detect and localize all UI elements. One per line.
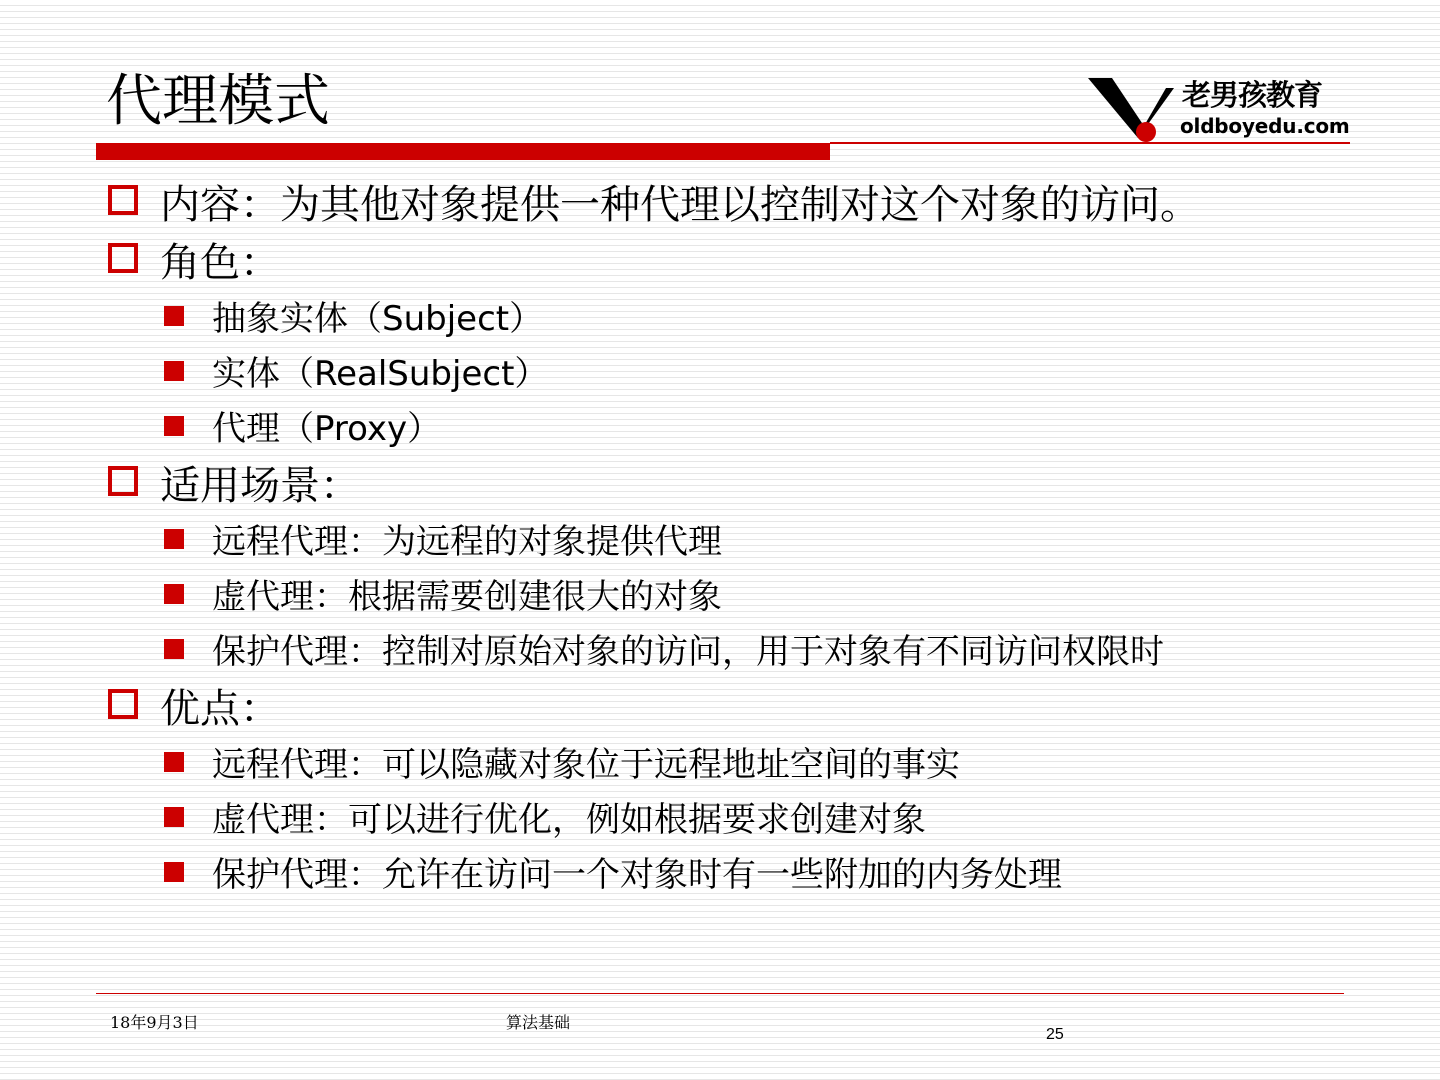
hollow-square-bullet-icon — [108, 185, 138, 215]
list-subitem — [106, 738, 1406, 793]
logo-domain: oldboyedu.com — [1180, 114, 1350, 138]
list-subitem — [106, 402, 1406, 457]
list-subitem — [106, 793, 1406, 848]
title-underline-thick — [96, 143, 830, 160]
list-item-text: 内容：为其他对象提供一种代理以控制对这个对象的访问。 — [160, 182, 1200, 228]
filled-square-bullet-icon — [164, 361, 184, 381]
filled-square-bullet-icon — [164, 752, 184, 772]
list-subitem-text: 代理（Proxy） — [212, 409, 442, 449]
logo-mark-icon — [1086, 76, 1176, 142]
list-item — [106, 457, 1406, 515]
list-subitem — [106, 515, 1406, 570]
list-item-text: 角色： — [160, 240, 280, 286]
page-number: 25 — [1046, 1026, 1064, 1043]
list-item — [106, 176, 1406, 234]
list-subitem — [106, 570, 1406, 625]
title-underline-thin — [830, 142, 1350, 144]
oldboyedu-logo — [1086, 76, 1348, 142]
list-subitem-text: 实体（RealSubject） — [212, 354, 549, 394]
hollow-square-bullet-icon — [108, 466, 138, 496]
list-subitem — [106, 848, 1406, 903]
filled-square-bullet-icon — [164, 584, 184, 604]
list-subitem-text: 远程代理：为远程的对象提供代理 — [212, 522, 722, 562]
list-subitem-text: 虚代理：根据需要创建很大的对象 — [212, 577, 722, 617]
footer-divider — [96, 993, 1344, 994]
slide-title: 代理模式 — [106, 69, 330, 134]
filled-square-bullet-icon — [164, 639, 184, 659]
list-subitem-text: 远程代理：可以隐藏对象位于远程地址空间的事实 — [212, 745, 960, 785]
filled-square-bullet-icon — [164, 416, 184, 436]
filled-square-bullet-icon — [164, 306, 184, 326]
footer-date: 18年9月3日 — [110, 1013, 199, 1032]
list-subitem — [106, 292, 1406, 347]
footer-title: 算法基础 — [506, 1013, 571, 1032]
list-subitem — [106, 347, 1406, 402]
list-item — [106, 680, 1406, 738]
filled-square-bullet-icon — [164, 807, 184, 827]
list-subitem-text: 保护代理：允许在访问一个对象时有一些附加的内务处理 — [212, 855, 1062, 895]
list-item-text: 优点： — [160, 686, 280, 732]
list-subitem — [106, 625, 1406, 680]
hollow-square-bullet-icon — [108, 689, 138, 719]
list-item-text: 适用场景： — [160, 463, 360, 509]
bullet-list — [106, 176, 1406, 903]
hollow-square-bullet-icon — [108, 243, 138, 273]
list-item — [106, 234, 1406, 292]
list-subitem-text: 保护代理：控制对原始对象的访问，用于对象有不同访问权限时 — [212, 632, 1164, 672]
list-subitem-text: 抽象实体（Subject） — [212, 299, 544, 339]
filled-square-bullet-icon — [164, 862, 184, 882]
filled-square-bullet-icon — [164, 529, 184, 549]
list-subitem-text: 虚代理：可以进行优化，例如根据要求创建对象 — [212, 800, 926, 840]
logo-name-cn: 老男孩教育 — [1182, 78, 1323, 112]
